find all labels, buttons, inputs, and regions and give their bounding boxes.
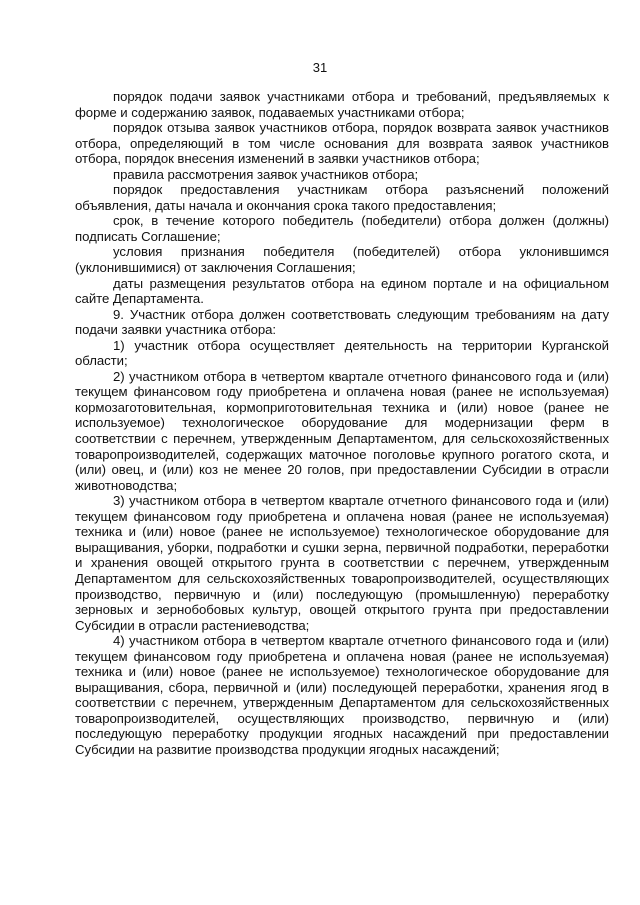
paragraph: 4) участником отбора в четвертом квартале отчетного финансового года и (или) текущем финансовом году приобретена и оплачена новая (ранее не используемая) техника и (или) новое (ранее не используемое) технологическое оборудование для выращивания, сбора, первичной и (или) последующей переработки, хранения ягод в соответствии с перечнем, утвержденным Департаментом для сельскохозяйственных товаропроизводителей, осуществляющих производство, первичную и (или) последующую переработку продукции ягодных насаждений при предоставлении Субсидии на развитие производства продукции ягодных насаждений;	[75, 633, 609, 757]
paragraph: даты размещения результатов отбора на едином портале и на официальном сайте Департамента.	[75, 275, 609, 307]
paragraph: 1) участник отбора осуществляет деятельность на территории Курганской области;	[75, 337, 609, 369]
paragraph: 2) участником отбора в четвертом квартале отчетного финансового года и (или) текущем финансовом году приобретена и оплачена новая (ранее не используемая) кормозаготовительная, кормоприготовительная техника и (или) новое (ранее не используемое) технологическое оборудование для модернизации ферм в соответствии с перечнем, утвержденным Департаментом, для сельскохозяйственных товаропроизводителей, содержащих маточное поголовье крупного рогатого скота, и (или) овец, и (или) коз не менее 20 голов, при предоставлении Субсидии в отрасли животноводства;	[75, 368, 609, 493]
paragraph: правила рассмотрения заявок участников отбора;	[113, 166, 419, 182]
paragraph: порядок отзыва заявок участников отбора, порядок возврата заявок участников отбора, определяющий в том числе основания для возврата заявок участников отбора, порядок внесения изменений в заявки участников отбора;	[75, 120, 609, 167]
paragraph: условия признания победителя (победителей) отбора уклонившимся (уклонившимися) от заключения Соглашения;	[75, 244, 609, 276]
paragraph: срок, в течение которого победитель (победители) отбора должен (должны) подписать Соглашение;	[75, 213, 609, 244]
paragraph: 3) участником отбора в четвертом квартале отчетного финансового года и (или) текущем финансовом году приобретена и оплачена новая (ранее не используемая) техника и (или) новое (ранее не используемое) технологическое оборудование для выращивания, уборки, подработки и сушки зерна, первичной подработки, переработки и хранения овощей открытого грунта в соответствии с перечнем, утвержденным Департаментом для сельскохозяйственных товаропроизводителей, осуществляющих производство, первичную и (или) последующую (промышленную) переработку зерновых и зернобобовых культур, овощей открытого грунта при предоставлении Субсидии в отрасли растениеводства;	[75, 493, 609, 633]
paragraph: 9. Участник отбора должен соответствовать следующим требованиям на дату подачи заявки участника отбора:	[75, 306, 609, 338]
document-body	[75, 89, 609, 758]
page-number: 31	[312, 60, 328, 75]
paragraph: порядок предоставления участникам отбора разъяснений положений объявления, даты начала и окончания срока такого предоставления;	[75, 182, 609, 213]
paragraph: порядок подачи заявок участниками отбора и требований, предъявляемых к форме и содержанию заявок, подаваемых участниками отбора;	[75, 89, 609, 120]
